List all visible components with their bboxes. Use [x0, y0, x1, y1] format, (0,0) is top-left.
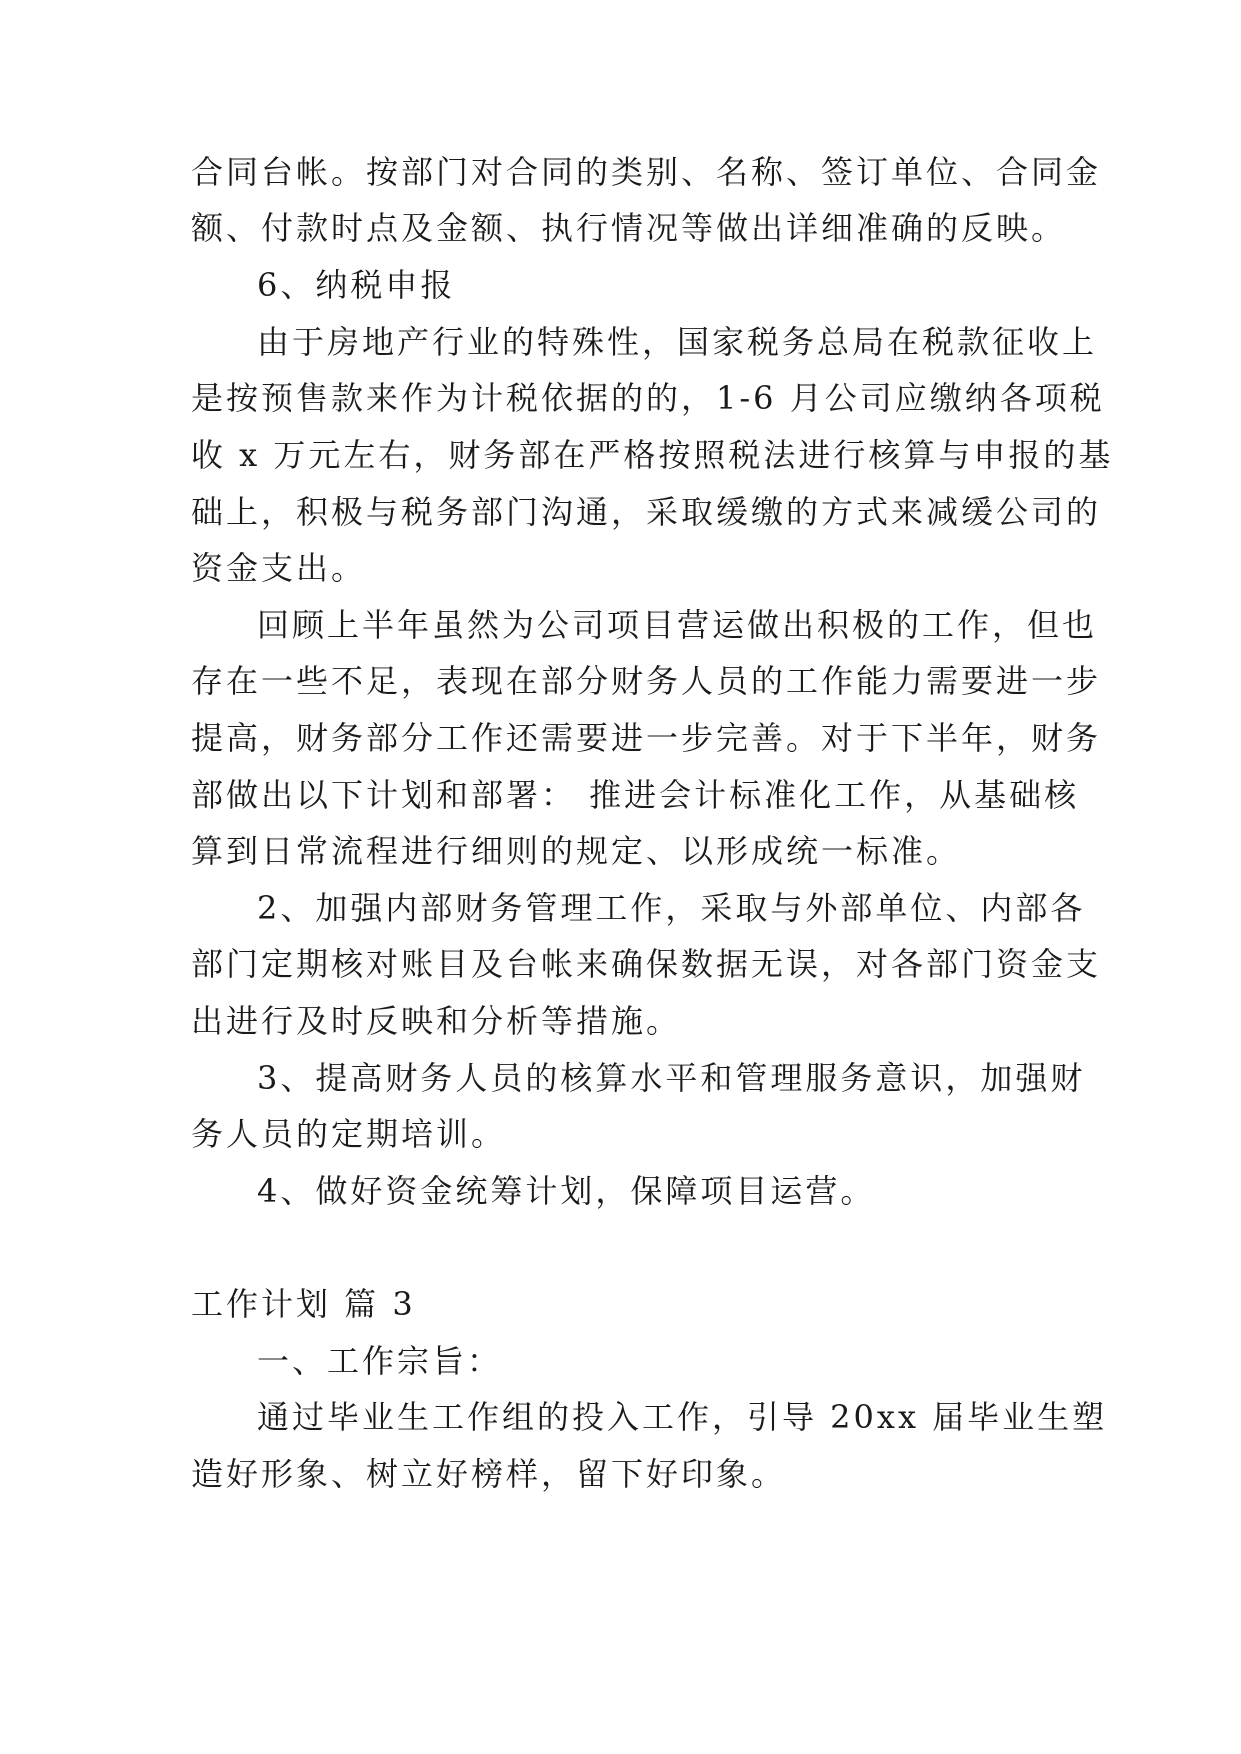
body-line: 4、做好资金统筹计划，保障项目运营。 — [257, 1172, 876, 1210]
body-line: 存在一些不足，表现在部分财务人员的工作能力需要进一步 — [191, 662, 1102, 700]
body-line: 通过毕业生工作组的投入工作，引导 20xx 届毕业生塑 — [257, 1398, 1108, 1436]
body-line: 部门定期核对账目及台帐来确保数据无误，对各部门资金支 — [191, 945, 1102, 983]
body-line: 资金支出。 — [191, 549, 367, 587]
section-heading-tax-filing: 6、纳税申报 — [257, 266, 456, 304]
body-line: 是按预售款来作为计税依据的的，1-6 月公司应缴纳各项税 — [191, 379, 1105, 417]
body-line: 由于房地产行业的特殊性，国家税务总局在税款征收上 — [257, 323, 1098, 361]
body-line: 提高，财务部分工作还需要进一步完善。对于下半年，财务 — [191, 719, 1102, 757]
body-line: 础上，积极与税务部门沟通，采取缓缴的方式来减缓公司的 — [191, 493, 1102, 531]
body-line: 造好形象、树立好榜样，留下好印象。 — [191, 1455, 787, 1493]
body-line: 务人员的定期培训。 — [191, 1115, 507, 1153]
body-line: 出进行及时反映和分析等措施。 — [191, 1002, 682, 1040]
body-line: 2、加强内部财务管理工作，采取与外部单位、内部各 — [257, 889, 1086, 927]
body-line: 3、提高财务人员的核算水平和管理服务意识，加强财 — [257, 1059, 1086, 1097]
section-title-work-plan-3: 工作计划 篇 3 — [191, 1285, 416, 1323]
body-line: 收 x 万元左右，财务部在严格按照税法进行核算与申报的基 — [191, 436, 1114, 474]
body-line: 回顾上半年虽然为公司项目营运做出积极的工作，但也 — [257, 606, 1098, 644]
body-line: 算到日常流程进行细则的规定、以形成统一标准。 — [191, 832, 962, 870]
body-line: 合同台帐。按部门对合同的类别、名称、签订单位、合同金 — [191, 153, 1102, 191]
body-line: 部做出以下计划和部署： 推进会计标准化工作，从基础核 — [191, 776, 1080, 814]
subsection-heading-work-purpose: 一、工作宗旨： — [257, 1342, 503, 1380]
body-line: 额、付款时点及金额、执行情况等做出详细准确的反映。 — [191, 209, 1067, 247]
